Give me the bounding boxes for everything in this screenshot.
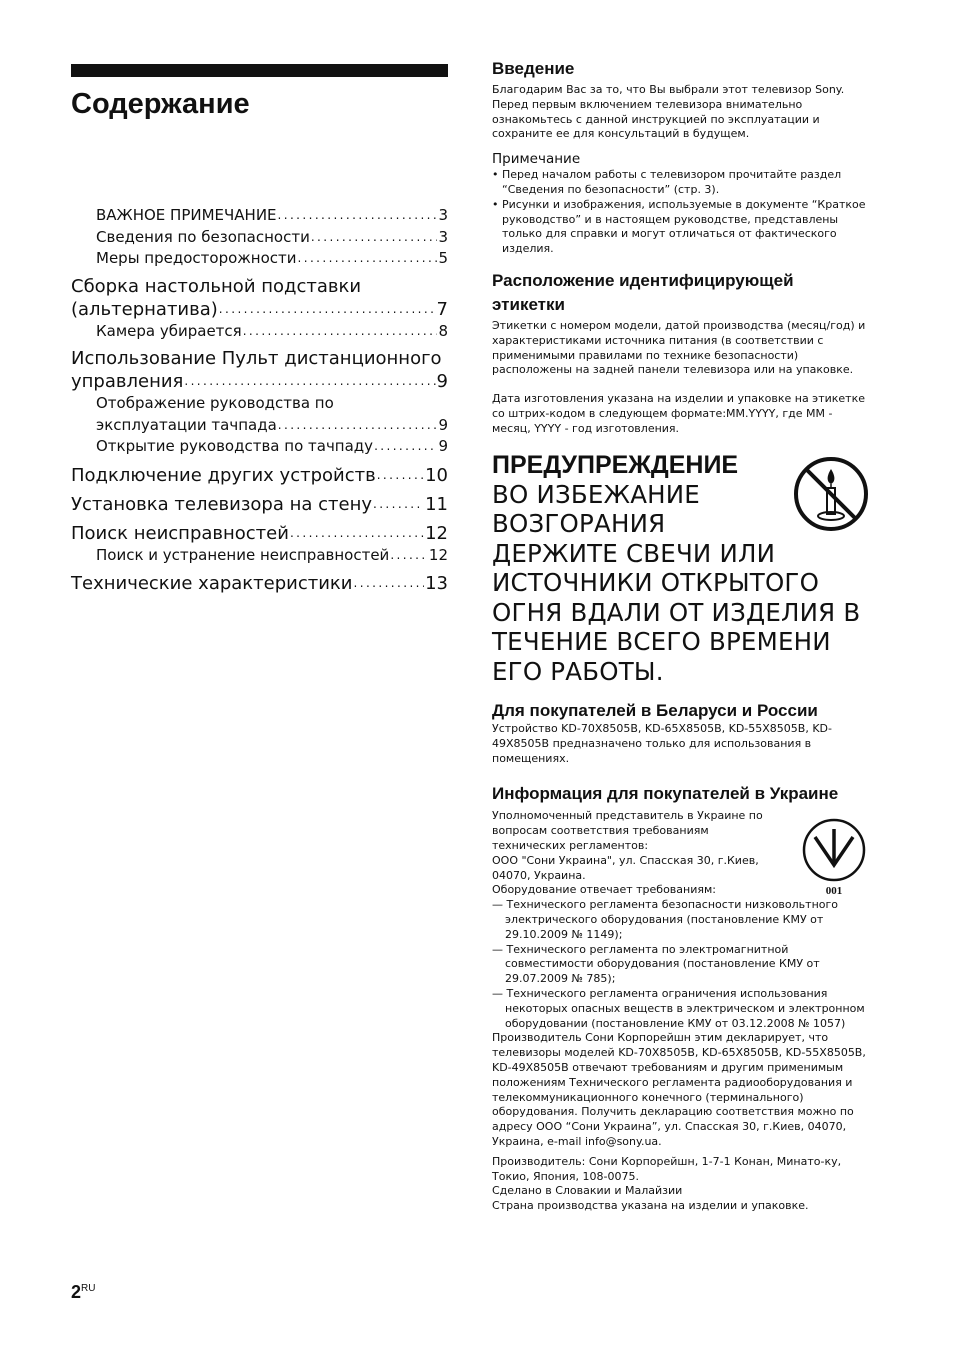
belarus-heading: Для покупателей в Беларуси и России (492, 701, 818, 721)
no-candle-icon (792, 455, 870, 533)
toc-item[interactable]: Установка телевизора на стену ..... 11 (71, 493, 448, 516)
toc-item[interactable]: Сборка настольной подставки (альтернатива) ..... 7 (71, 275, 448, 321)
ukraine-mark-icon (801, 817, 867, 883)
page-number: $2^{RU}$ (71, 1282, 96, 1302)
toc-item[interactable]: Отображение руководства по эксплуатации тачпада ..... 9 (71, 393, 448, 436)
warning-title: ПРЕДУПРЕЖДЕНИЕ (492, 450, 739, 479)
note-bullet: • Рисунки и изображения, используемые в документе “Краткое руководство” и в настоящем руководстве, представлены только для справки и могут отличаться от фактического изделия. (492, 197, 866, 256)
toc-item[interactable]: Камера убирается ..... 8 (71, 321, 448, 343)
toc-title: Содержание (71, 88, 250, 120)
label-date-text: Дата изготовления указана на изделии и упаковке на этикетке со штрих-кодом в следующем формате:MM.YYYY, где MM - месяц, YYYY - год изготовления. (492, 392, 866, 435)
toc-item[interactable]: Сведения по безопасности ..... 3 (71, 227, 448, 249)
intro-heading: Введение (492, 59, 575, 78)
warning-block (492, 451, 868, 687)
table-of-contents (71, 205, 448, 595)
warning-text: ВО ИЗБЕЖАНИЕ ВОЗГОРАНИЯ ДЕРЖИТЕ СВЕЧИ ИЛИ ИСТОЧНИКИ ОТКРЫТОГО ОГНЯ ВДАЛИ ОТ ИЗДЕЛИЯ В ТЕЧЕНИЕ ВСЕГО ВРЕМЕНИ ЕГО РАБОТЫ. (492, 479, 861, 686)
toc-item[interactable]: Технические характеристики ..... 13 (71, 572, 448, 595)
note-heading: Примечание (492, 151, 581, 168)
toc-item[interactable]: Поиск неисправностей ..... 12 (71, 522, 448, 545)
ukraine-conformity-mark (800, 817, 868, 897)
ukraine-mark-label: 001 (825, 885, 843, 898)
toc-item[interactable]: Меры предосторожности ..... 5 (71, 248, 448, 270)
toc-header (71, 64, 448, 122)
belarus-text: Устройство KD-70X8505B, KD-65X8505B, KD-55X8505B, KD-49X8505B предназначено только для использования в помещениях. (492, 722, 832, 765)
ukraine-heading: Информация для покупателей в Украине (492, 784, 839, 804)
ukraine-manufacturer-text: Производитель Сони Корпорейшн этим декларирует, что телевизоры моделей KD-70X8505B, KD-65X8505B, KD-55X8505B, KD-49X8505B отвечают требованиям и другим применимым положениям Технического регламента радиооборудования и телекоммуникационного конечного (терминального) оборудования. Получить декларацию соответствия можно по адресу ООО “Сони Украина”, ул. Спасская 30, г.Киев, 04070, Украина, e-mail info@sony.ua. (492, 1031, 866, 1148)
toc-item[interactable]: Открытие руководства по тачпаду ..... 9 (71, 436, 448, 458)
ukraine-dash-item: — Технического регламента ограничения использования некоторых опасных веществ в электрическом и электронном оборудовании (постановление КМУ от 03.12.2008 № 1057) (492, 987, 865, 1030)
ukraine-maker-text: Производитель: Сони Корпорейшн, 1-7-1 Конан, Минато-ку, Токио, Япония, 108-0075. (492, 1154, 842, 1183)
title-bar (71, 64, 448, 77)
ukraine-dash-item: — Технического регламента по электромагнитной совместимости оборудования (постановление КМУ от 29.07.2009 № 785); (492, 942, 820, 986)
note-bullet: • Перед началом работы с телевизором прочитайте раздел “Сведения по безопасности” (стр. 3). (492, 168, 842, 196)
toc-item[interactable]: ВАЖНОЕ ПРИМЕЧАНИЕ ..... 3 (71, 205, 448, 227)
label-text: Этикетки с номером модели, датой производства (месяц/год) и характеристиками источника питания (в соответствии с применимыми правилами по технике безопасности) расположены на задней панели телевизора или на упаковке. (492, 318, 866, 377)
toc-item[interactable]: Использование Пульт дистанционного управления ..... 9 (71, 347, 448, 393)
intro-text: Благодарим Вас за то, что Вы выбрали этот телевизор Sony. Перед первым включением телевизора внимательно ознакомьтесь с данной инструкцией по эксплуатации и сохраните ее для консультаций в будущем. (492, 83, 845, 141)
label-heading: Расположение идентифицирующей этикетки (492, 270, 794, 314)
ukraine-text: Уполномоченный представитель в Украине по вопросам соответствия требованиям технических регламентов: ООО "Сони Украина", ул. Спасская 30, г.Киев, 04070, Украина. Оборудование отвечает требованиям: (492, 809, 763, 897)
ukraine-made-text: Сделано в Словакии и Малайзии (492, 1184, 683, 1198)
ukraine-block (492, 809, 868, 1214)
toc-item[interactable]: Поиск и устранение неисправностей ..... 12 (71, 545, 448, 567)
ukraine-dash-item: — Технического регламента безопасности низковольтного электрического оборудования (постановление КМУ от 29.10.2009 № 1149); (492, 898, 838, 941)
ukraine-country-text: Страна производства указана на изделии и упаковке. (492, 1199, 809, 1213)
right-column (492, 58, 868, 1214)
toc-item[interactable]: Подключение других устройств ..... 10 (71, 464, 448, 487)
